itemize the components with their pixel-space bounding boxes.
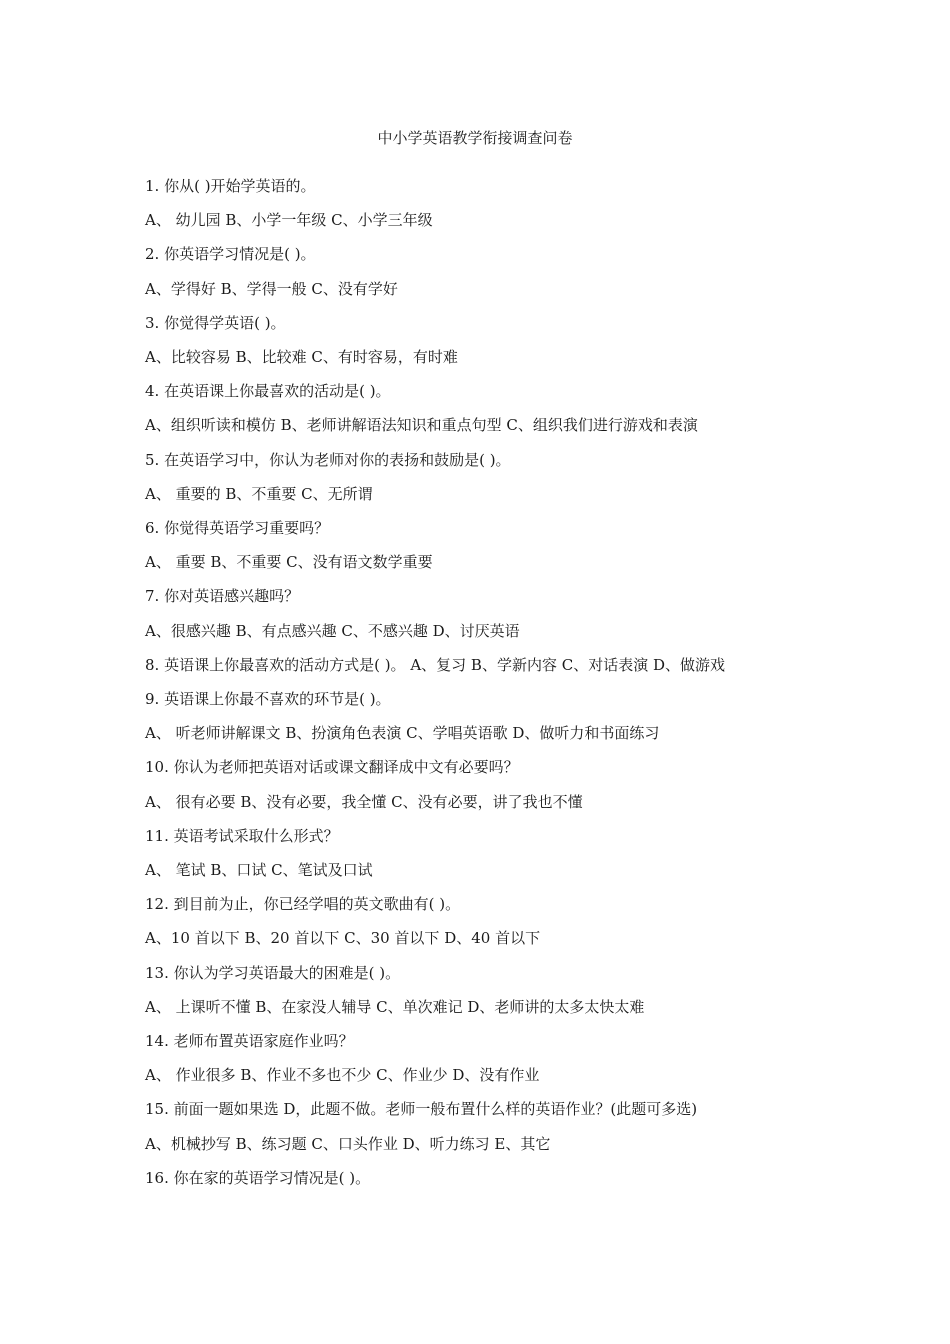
answer-options-line: A、 笔试 B、口试 C、笔试及口试 — [145, 861, 373, 879]
document-title: 中小学英语教学衔接调查问卷 — [377, 129, 573, 147]
question-line: 5. 在英语学习中，你认为老师对你的表扬和鼓励是( )。 — [145, 451, 511, 469]
question-line: 9. 英语课上你最不喜欢的环节是( )。 — [145, 690, 391, 708]
question-line: 7. 你对英语感兴趣吗？ — [145, 587, 300, 605]
question-line: 8. 英语课上你最喜欢的活动方式是( )。 A、复习 B、学新内容 C、对话表演 D、做游戏 — [145, 656, 725, 674]
answer-options-line: A、学得好 B、学得一般 C、没有学好 — [145, 280, 398, 298]
question-line: 13. 你认为学习英语最大的困难是( )。 — [145, 964, 401, 982]
answer-options-line: A、组织听读和模仿 B、老师讲解语法知识和重点句型 C、组织我们进行游戏和表演 — [145, 416, 698, 434]
question-line: 4. 在英语课上你最喜欢的活动是( )。 — [145, 382, 391, 400]
answer-options-line: A、比较容易 B、比较难 C、有时容易，有时难 — [145, 348, 458, 366]
answer-options-line: A、 听老师讲解课文 B、扮演角色表演 C、学唱英语歌 D、做听力和书面练习 — [145, 724, 660, 742]
question-line: 3. 你觉得学英语( )。 — [145, 314, 286, 332]
question-line: 12. 到目前为止，你已经学唱的英文歌曲有( )。 — [145, 895, 461, 913]
question-line: 10. 你认为老师把英语对话或课文翻译成中文有必要吗？ — [145, 758, 519, 776]
answer-options-line: A、很感兴趣 B、有点感兴趣 C、不感兴趣 D、讨厌英语 — [145, 622, 520, 640]
question-line: 1. 你从( )开始学英语的。 — [145, 177, 316, 195]
question-line: 6. 你觉得英语学习重要吗？ — [145, 519, 330, 537]
answer-options-line: A、 重要 B、不重要 C、没有语文数学重要 — [145, 553, 433, 571]
question-line: 14. 老师布置英语家庭作业吗？ — [145, 1032, 354, 1050]
question-line: 11. 英语考试采取什么形式？ — [145, 827, 339, 845]
question-line: 16. 你在家的英语学习情况是( )。 — [145, 1169, 371, 1187]
answer-options-line: A、 作业很多 B、作业不多也不少 C、作业少 D、没有作业 — [145, 1066, 540, 1084]
answer-options-line: A、 幼儿园 B、小学一年级 C、小学三年级 — [145, 211, 433, 229]
answer-options-line: A、机械抄写 B、练习题 C、口头作业 D、听力练习 E、其它 — [145, 1135, 551, 1153]
answer-options-line: A、 很有必要 B、没有必要，我全懂 C、没有必要，讲了我也不懂 — [145, 793, 583, 811]
answer-options-line: A、 重要的 B、不重要 C、无所谓 — [145, 485, 373, 503]
answer-options-line: A、10 首以下 B、20 首以下 C、30 首以下 D、40 首以下 — [145, 929, 541, 947]
answer-options-line: A、 上课听不懂 B、在家没人辅导 C、单次难记 D、老师讲的太多太快太难 — [145, 998, 645, 1016]
question-line: 2. 你英语学习情况是( )。 — [145, 245, 316, 263]
question-line: 15. 前面一题如果选 D，此题不做。老师一般布置什么样的英语作业？(此题可多选) — [145, 1100, 698, 1118]
